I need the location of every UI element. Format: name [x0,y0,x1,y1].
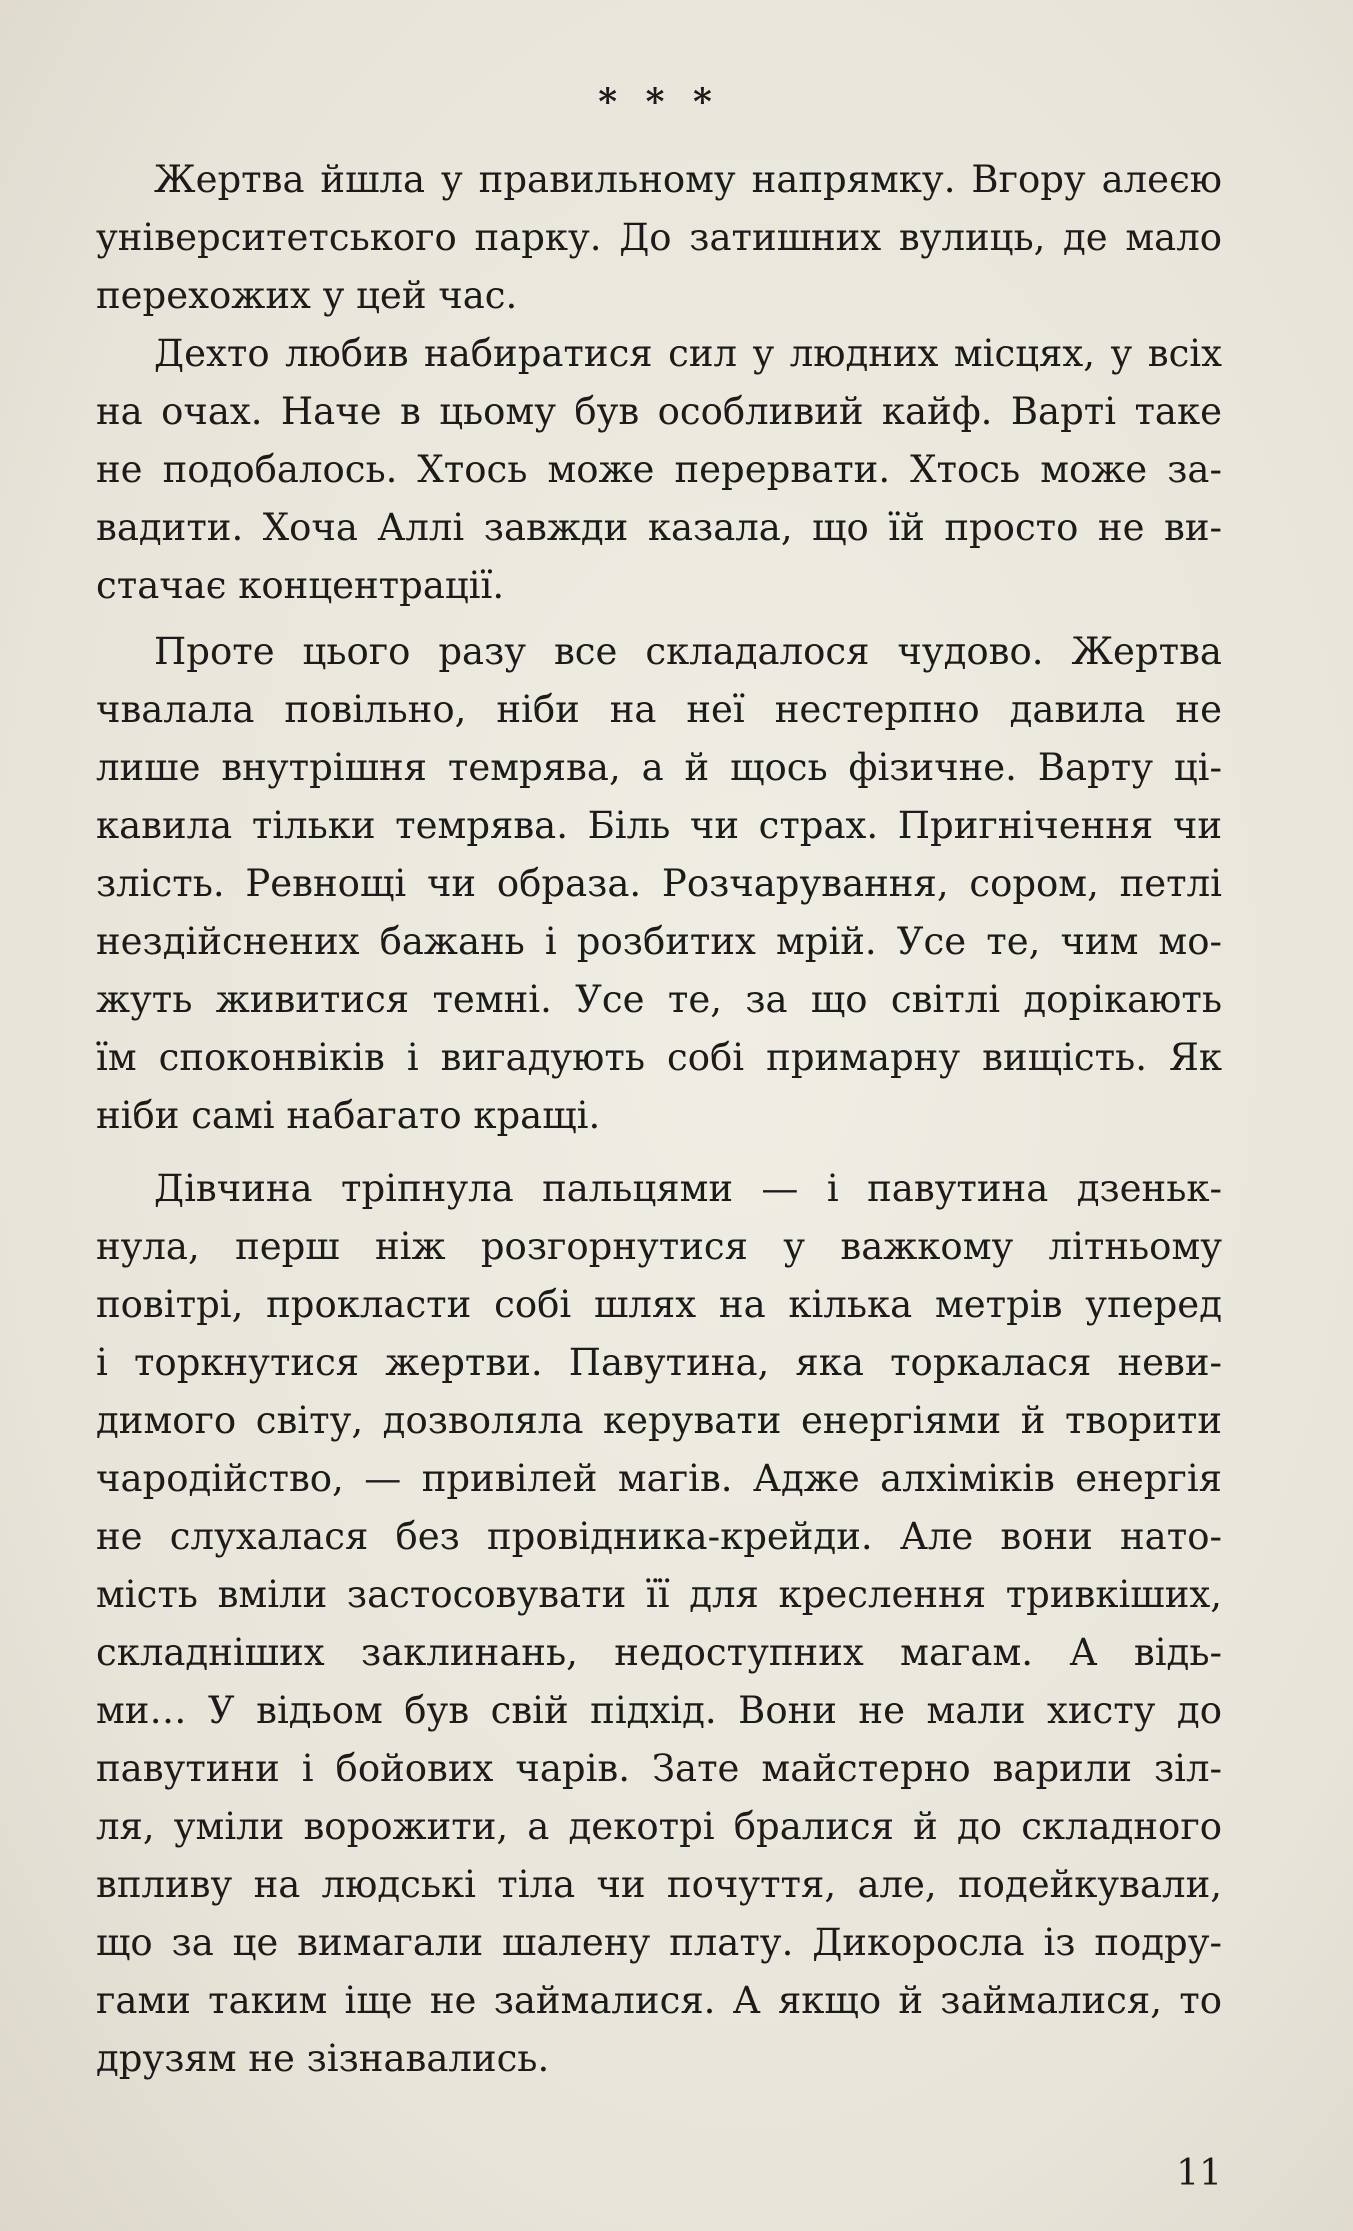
text-line: ми… У відьом був свій підхід. Вони не мали хисту до [96,1689,1222,1732]
text-line: Жертва йшла у правильному напрямку. Вгору алеєю [154,158,1222,201]
text-line: павутини і бойових чарів. Зате майстерно варили зіл- [96,1747,1222,1790]
text-line: чародійство, — привілей магів. Адже алхіміків енергія [96,1457,1222,1500]
text-line: злість. Ревнощі чи образа. Розчарування, сором, петлі [96,862,1222,905]
text-line: перехожих у цей час. [96,274,518,317]
text-line: нездійснених бажань і розбитих мрій. Усе те, чим мо- [96,920,1222,963]
text-line: впливу на людські тіла чи почуття, але, подейкували, [96,1863,1222,1906]
text-line: стачає концентрації. [96,564,505,607]
text-line: нула, перш ніж розгорнутися у важкому літньому [96,1225,1222,1268]
text-line: жуть живитися темні. Усе те, за що світлі дорікають [96,978,1222,1021]
text-line: лише внутрішня темрява, а й щось фізичне. Варту ці- [96,746,1222,789]
text-line: ніби самі набагато кращі. [96,1094,601,1137]
text-line: мість вміли застосовувати її для креслення тривкіших, [96,1573,1222,1616]
text-line: Дехто любив набиратися сил у людних місцях, у всіх [154,332,1222,375]
text-line: університетського парку. До затишних вулиць, де мало [96,216,1222,259]
page-number: 11 [1176,2153,1222,2194]
text-line: складніших заклинань, недоступних магам. А відь- [96,1631,1222,1674]
text-line: повітрі, прокласти собі шлях на кілька метрів уперед [96,1283,1222,1326]
text-line: гами таким іще не займалися. А якщо й займалися, то [96,1979,1222,2022]
text-line: не подобалось. Хтось може перервати. Хтось може за- [96,448,1222,491]
text-line: кавила тільки темрява. Біль чи страх. Пригнічення чи [96,804,1222,847]
text-line: і торкнутися жертви. Павутина, яка торкалася неви- [96,1341,1222,1384]
text-line: їм споконвіків і вигадують собі примарну вищість. Як [96,1036,1222,1079]
text-line: Проте цього разу все складалося чудово. Жертва [154,630,1222,673]
text-line: що за це вимагали шалену плату. Дикоросла із подру- [96,1921,1222,1964]
text-line: димого світу, дозволяла керувати енергіями й творити [96,1399,1222,1442]
text-line: на очах. Наче в цьому був особливий кайф. Варті таке [96,390,1222,433]
text-line: ля, уміли ворожити, а декотрі бралися й до складного [96,1805,1222,1848]
text-line: вадити. Хоча Аллі завжди казала, що їй просто не ви- [96,506,1222,549]
text-line: друзям не зізнавались. [96,2037,550,2080]
text-line: Дівчина тріпнула пальцями — і павутина дзеньк- [154,1167,1222,1210]
text-line: не слухалася без провідника-крейди. Але вони нато- [96,1515,1222,1558]
section-separator: * * * [598,81,720,123]
text-line: чвалала повільно, ніби на неї нестерпно давила не [96,688,1222,731]
